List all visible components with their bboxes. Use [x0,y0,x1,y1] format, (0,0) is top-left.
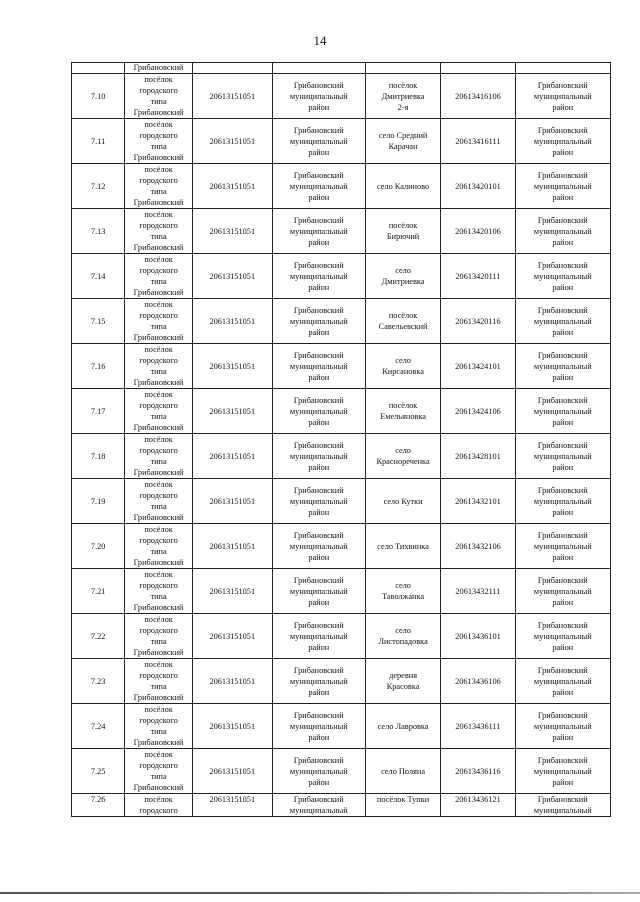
cell-number: 7.11 [72,119,125,164]
settlements-table [71,62,611,817]
cell-oktmo: 20613151051 [192,209,272,254]
cell-locality-district: Грибановский муниципальный район [515,299,610,344]
cell-locality-district: Грибановский муниципальный район [515,254,610,299]
cell-locality-district: Грибановский муниципальный район [515,524,610,569]
table-row [72,524,611,569]
table-row [72,749,611,794]
cell-settlement: посёлок городского типа Грибановский [125,659,193,704]
cell-oktmo: 20613151051 [192,704,272,749]
cell-number: 7.22 [72,614,125,659]
cell-oktmo: 20613151051 [192,749,272,794]
cell-locality-district: Грибановский муниципальный район [515,209,610,254]
cell-locality-oktmo: 20613432111 [441,569,515,614]
cell-locality-oktmo: 20613424101 [441,344,515,389]
cell-locality-district: Грибановский муниципальный район [515,434,610,479]
cell-district: Грибановский муниципальный район [272,389,365,434]
cell-district: Грибановский муниципальный район [272,209,365,254]
cell-locality-oktmo: 20613420116 [441,299,515,344]
cell-locality [365,63,440,74]
cell-locality-oktmo: 20613420106 [441,209,515,254]
cell-locality: село Средний Карачан [365,119,440,164]
cell-locality-oktmo: 20613424106 [441,389,515,434]
table-row [72,119,611,164]
table-row [72,659,611,704]
cell-settlement: посёлок городского типа Грибановский [125,164,193,209]
cell-district: Грибановский муниципальный район [272,344,365,389]
cell-locality-district: Грибановский муниципальный район [515,164,610,209]
table-row [72,479,611,524]
cell-locality: село Тихвинка [365,524,440,569]
cell-locality-oktmo: 20613436121 [441,794,515,817]
cell-settlement: посёлок городского типа Грибановский [125,569,193,614]
cell-settlement: посёлок городского типа Грибановский [125,344,193,389]
cell-settlement: Грибановский [125,63,193,74]
cell-locality-district: Грибановский муниципальный район [515,614,610,659]
cell-district: Грибановский муниципальный район [272,749,365,794]
cell-locality-district: Грибановский муниципальный район [515,569,610,614]
cell-locality-district: Грибановский муниципальный район [515,749,610,794]
table-row [72,164,611,209]
cell-district: Грибановский муниципальный район [272,524,365,569]
cell-district: Грибановский муниципальный район [272,164,365,209]
cell-district: Грибановский муниципальный район [272,434,365,479]
cell-settlement: посёлок городского типа Грибановский [125,614,193,659]
cell-locality: посёлок Емельяновка [365,389,440,434]
cell-district: Грибановский муниципальный район [272,569,365,614]
cell-locality-oktmo: 20613436101 [441,614,515,659]
table-row [72,254,611,299]
cell-district: Грибановский муниципальный район [272,74,365,119]
cell-locality-district: Грибановский муниципальный район [515,74,610,119]
cell-oktmo: 20613151051 [192,74,272,119]
cell-number: 7.19 [72,479,125,524]
cell-locality-district: Грибановский муниципальный район [515,389,610,434]
cell-oktmo: 20613151051 [192,299,272,344]
cell-number: 7.12 [72,164,125,209]
cell-number: 7.26 [72,794,125,817]
cell-locality-oktmo: 20613436116 [441,749,515,794]
cell-locality: село Таволжанка [365,569,440,614]
cell-settlement: посёлок городского типа Грибановский [125,254,193,299]
cell-district: Грибановский муниципальный район [272,614,365,659]
cell-locality: село Дмитриевка [365,254,440,299]
cell-district: Грибановский муниципальный район [272,119,365,164]
cell-locality: село Калиново [365,164,440,209]
cell-settlement: посёлок городского типа Грибановский [125,209,193,254]
cell-locality-district: Грибановский муниципальный район [515,659,610,704]
cell-locality: посёлок Тупки [365,794,440,817]
cell-number: 7.24 [72,704,125,749]
cell-number: 7.16 [72,344,125,389]
cell-locality: село Краснореченка [365,434,440,479]
cell-oktmo: 20613151051 [192,614,272,659]
cell-oktmo: 20613151051 [192,254,272,299]
table-row [72,614,611,659]
cell-locality: посёлок Бирючий [365,209,440,254]
cell-locality-district: Грибановский муниципальный район [515,344,610,389]
cell-locality-district: Грибановский муниципальный [515,794,610,817]
cell-locality-district: Грибановский муниципальный район [515,704,610,749]
cell-locality: посёлок Савельевский [365,299,440,344]
cell-number [72,63,125,74]
cell-number: 7.21 [72,569,125,614]
cell-number: 7.20 [72,524,125,569]
cell-locality: деревня Красовка [365,659,440,704]
cell-oktmo: 20613151051 [192,524,272,569]
cell-locality-district [515,63,610,74]
cell-locality-oktmo: 20613432106 [441,524,515,569]
cell-oktmo: 20613151051 [192,479,272,524]
cell-settlement: посёлок городского типа Грибановский [125,119,193,164]
cell-number: 7.18 [72,434,125,479]
cell-oktmo: 20613151051 [192,434,272,479]
table-row [72,74,611,119]
cell-district: Грибановский муниципальный район [272,479,365,524]
cell-district: Грибановский муниципальный [272,794,365,817]
cell-oktmo: 20613151051 [192,164,272,209]
cell-settlement: посёлок городского типа Грибановский [125,749,193,794]
cell-oktmo: 20613151051 [192,569,272,614]
cell-locality: село Кутки [365,479,440,524]
table-row [72,209,611,254]
cell-district: Грибановский муниципальный район [272,704,365,749]
cell-oktmo: 20613151051 [192,344,272,389]
cell-settlement: посёлок городского [125,794,193,817]
page-number: 14 [313,33,327,48]
bottom-rule [0,892,640,894]
cell-locality-oktmo: 20613420101 [441,164,515,209]
cell-locality-oktmo: 20613428101 [441,434,515,479]
cell-locality: село Лавровка [365,704,440,749]
cell-settlement: посёлок городского типа Грибановский [125,479,193,524]
cell-settlement: посёлок городского типа Грибановский [125,524,193,569]
cell-number: 7.25 [72,749,125,794]
cell-settlement: посёлок городского типа Грибановский [125,434,193,479]
cell-district: Грибановский муниципальный район [272,659,365,704]
cell-settlement: посёлок городского типа Грибановский [125,74,193,119]
cell-district [272,63,365,74]
cell-oktmo: 20613151051 [192,659,272,704]
table-row [72,299,611,344]
cell-locality-oktmo: 20613436106 [441,659,515,704]
cell-locality-oktmo [441,63,515,74]
table-row [72,794,611,817]
cell-oktmo: 20613151051 [192,119,272,164]
cell-number: 7.15 [72,299,125,344]
cell-number: 7.17 [72,389,125,434]
cell-locality: село Кирсановка [365,344,440,389]
cell-locality-district: Грибановский муниципальный район [515,119,610,164]
cell-settlement: посёлок городского типа Грибановский [125,704,193,749]
cell-number: 7.13 [72,209,125,254]
cell-oktmo [192,63,272,74]
table-row [72,434,611,479]
cell-district: Грибановский муниципальный район [272,299,365,344]
cell-locality-district: Грибановский муниципальный район [515,479,610,524]
table-row [72,569,611,614]
cell-number: 7.10 [72,74,125,119]
cell-locality: село Поляна [365,749,440,794]
table-row [72,389,611,434]
cell-number: 7.14 [72,254,125,299]
cell-number: 7.23 [72,659,125,704]
table-row-continued [72,63,611,74]
cell-settlement: посёлок городского типа Грибановский [125,299,193,344]
cell-locality: село Листопадовка [365,614,440,659]
cell-locality: посёлок Дмитриевка 2-я [365,74,440,119]
cell-district: Грибановский муниципальный район [272,254,365,299]
cell-locality-oktmo: 20613436111 [441,704,515,749]
cell-locality-oktmo: 20613420111 [441,254,515,299]
cell-locality-oktmo: 20613432101 [441,479,515,524]
table-row [72,344,611,389]
cell-locality-oktmo: 20613416106 [441,74,515,119]
cell-locality-oktmo: 20613416111 [441,119,515,164]
cell-oktmo: 20613151051 [192,794,272,817]
cell-settlement: посёлок городского типа Грибановский [125,389,193,434]
cell-oktmo: 20613151051 [192,389,272,434]
table-row [72,704,611,749]
